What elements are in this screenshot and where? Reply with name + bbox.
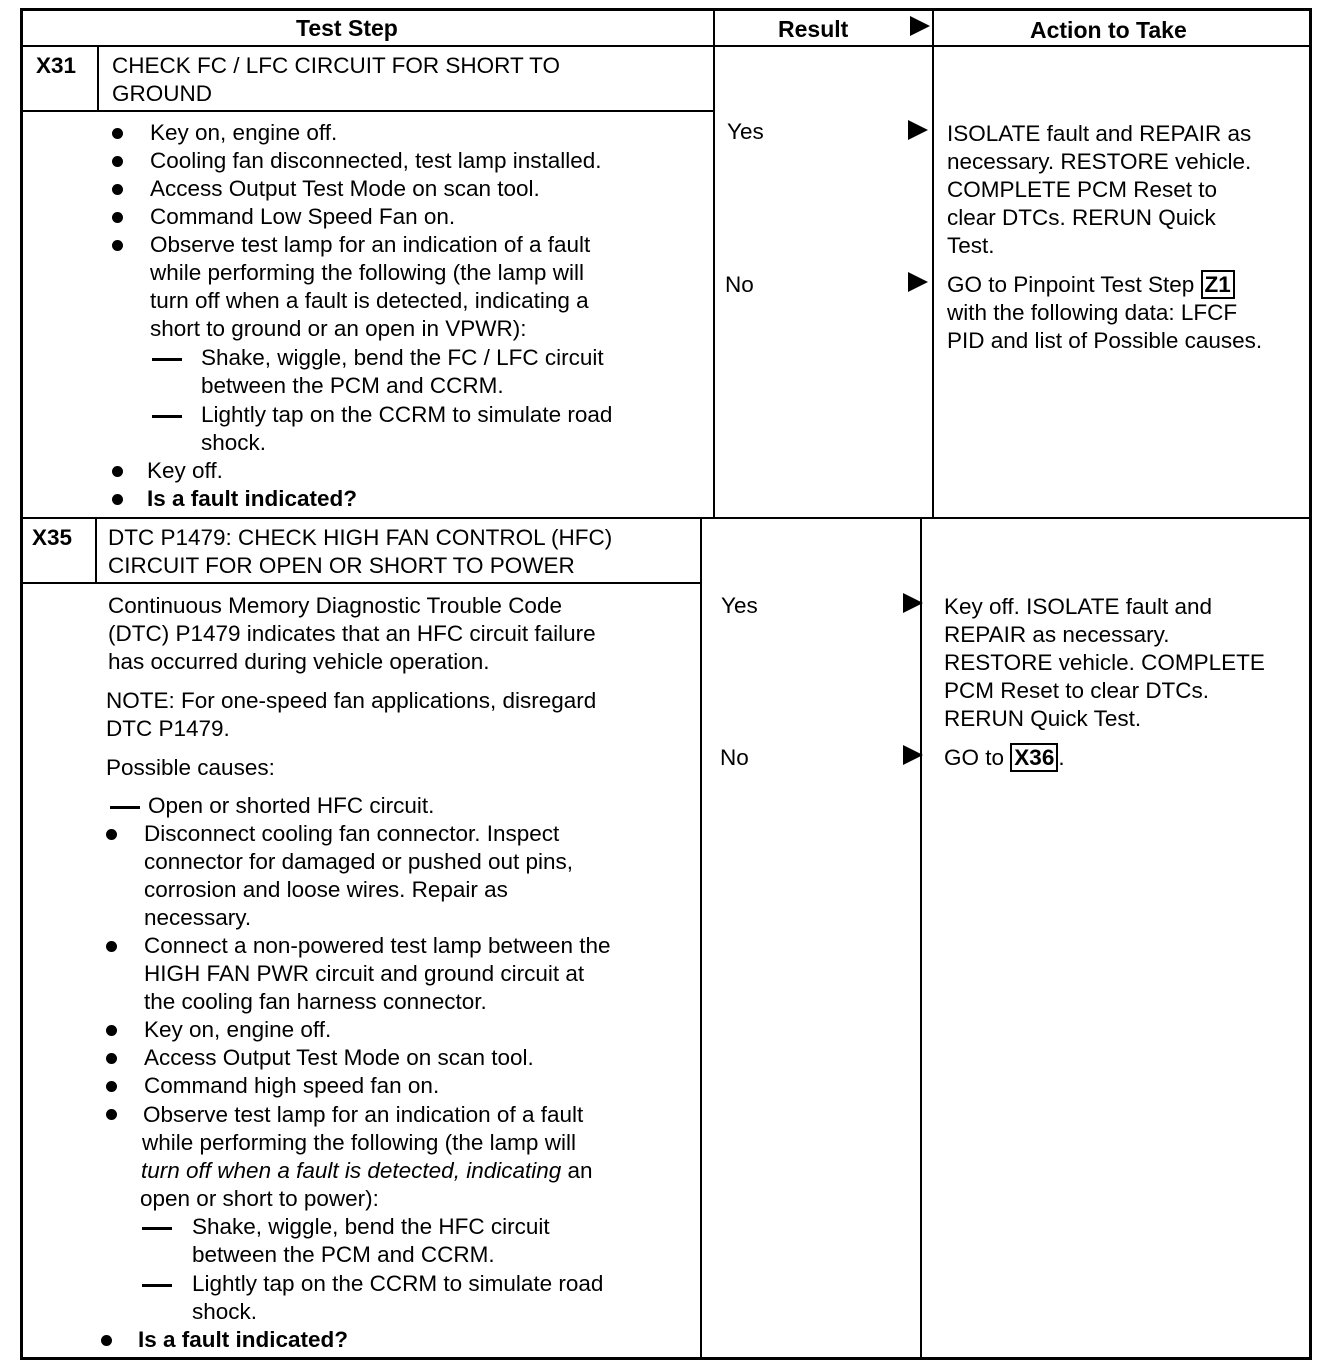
x35-step-id: X35 bbox=[32, 525, 73, 550]
x31-title-line2: GROUND bbox=[112, 81, 212, 106]
result-arrow-icon bbox=[908, 120, 928, 140]
x35-question: Is a fault indicated? bbox=[138, 1327, 349, 1352]
dash-icon bbox=[152, 358, 182, 361]
x35-result-no: No bbox=[720, 745, 749, 770]
x31-result-no: No bbox=[725, 272, 754, 297]
x31-title-line1: CHECK FC / LFC CIRCUIT FOR SHORT TO bbox=[112, 53, 560, 78]
table-border-right bbox=[1309, 8, 1312, 1360]
table-border-bottom bbox=[20, 1357, 1312, 1360]
x35-observe-rest: an bbox=[561, 1158, 593, 1183]
bullet-icon bbox=[112, 184, 123, 195]
row-divider bbox=[20, 517, 1312, 519]
x35-connect-line2: HIGH FAN PWR circuit and ground circuit at bbox=[144, 961, 585, 986]
x31-bullet-1: Key on, engine off. bbox=[150, 120, 338, 145]
x35-disconnect-line3: corrosion and loose wires. Repair as bbox=[144, 877, 508, 902]
x31-observe-line1: Observe test lamp for an indication of a fault bbox=[150, 232, 591, 257]
bullet-icon bbox=[112, 466, 123, 477]
x35-connect-line3: the cooling fan harness connector. bbox=[144, 989, 487, 1014]
bullet-icon bbox=[106, 1025, 117, 1036]
x31-no-action-line1 bbox=[947, 271, 1235, 299]
x31-observe-line2: while performing the following (the lamp will bbox=[150, 260, 584, 285]
x35-cause-1: Open or shorted HFC circuit. bbox=[148, 793, 435, 818]
x31-bullet-4: Command Low Speed Fan on. bbox=[150, 204, 456, 229]
x35-observe-line1: Observe test lamp for an indication of a fault bbox=[143, 1102, 584, 1127]
x35-sub1-line1: Shake, wiggle, bend the HFC circuit bbox=[192, 1214, 550, 1239]
x31-bullet-3: Access Output Test Mode on scan tool. bbox=[150, 176, 540, 201]
x35-intro-line2: (DTC) P1479 indicates that an HFC circuit failure bbox=[108, 621, 596, 646]
x35-yes-action-line5: RERUN Quick Test. bbox=[944, 706, 1142, 731]
x35-bullet-2: Access Output Test Mode on scan tool. bbox=[144, 1045, 534, 1070]
x31-bullet-2: Cooling fan disconnected, test lamp installed. bbox=[150, 148, 602, 173]
bullet-icon bbox=[106, 941, 117, 952]
bullet-icon bbox=[112, 212, 123, 223]
dash-icon bbox=[110, 806, 140, 809]
x35-no-action-prefix: GO to bbox=[944, 745, 1005, 770]
x35-connect-line1: Connect a non-powered test lamp between the bbox=[144, 933, 611, 958]
x31-sub1-line2: between the PCM and CCRM. bbox=[201, 373, 504, 398]
col-divider-result-upper bbox=[713, 8, 715, 519]
dash-icon bbox=[142, 1227, 172, 1230]
x35-title-line2: CIRCUIT FOR OPEN OR SHORT TO POWER bbox=[108, 553, 575, 578]
x35-yes-action-line3: RESTORE vehicle. COMPLETE bbox=[944, 650, 1265, 675]
x31-sub1-line1: Shake, wiggle, bend the FC / LFC circuit bbox=[201, 345, 604, 370]
x35-observe-line3 bbox=[141, 1157, 593, 1185]
x35-bullet-3: Command high speed fan on. bbox=[144, 1073, 440, 1098]
bullet-icon bbox=[106, 829, 117, 840]
x35-id-divider bbox=[95, 517, 97, 584]
header-divider bbox=[20, 45, 1312, 47]
x31-sub2-line2: shock. bbox=[201, 430, 267, 455]
dash-icon bbox=[142, 1284, 172, 1287]
x31-yes-action-line2: necessary. RESTORE vehicle. bbox=[947, 149, 1252, 174]
result-arrow-icon bbox=[903, 745, 923, 765]
x35-result-yes: Yes bbox=[721, 593, 758, 618]
bullet-icon bbox=[112, 156, 123, 167]
x31-ref-z1[interactable]: Z1 bbox=[1201, 270, 1235, 299]
x31-no-action-line2: with the following data: LFCF bbox=[947, 300, 1238, 325]
x31-yes-action-line1: ISOLATE fault and REPAIR as bbox=[947, 121, 1252, 146]
x35-observe-line4: open or short to power): bbox=[140, 1186, 379, 1211]
header-action: Action to Take bbox=[1030, 17, 1187, 43]
x35-no-action bbox=[944, 744, 1065, 772]
bullet-icon bbox=[112, 494, 123, 505]
x31-yes-action-line5: Test. bbox=[947, 233, 995, 258]
bullet-icon bbox=[101, 1335, 112, 1346]
x35-intro-line1: Continuous Memory Diagnostic Trouble Code bbox=[108, 593, 562, 618]
x35-observe-italic: turn off when a fault is detected, indicating bbox=[141, 1158, 562, 1183]
table-border-left bbox=[20, 8, 23, 1360]
x35-title-bottom bbox=[20, 582, 700, 584]
header-arrow-icon bbox=[910, 16, 930, 36]
bullet-icon bbox=[112, 128, 123, 139]
x35-sub2-line2: shock. bbox=[192, 1299, 258, 1324]
bullet-icon bbox=[112, 240, 123, 251]
header-result: Result bbox=[778, 16, 849, 42]
x31-title-bottom bbox=[20, 110, 713, 112]
col-divider-action-lower bbox=[920, 517, 922, 1360]
x31-observe-line3: turn off when a fault is detected, indicating a bbox=[150, 288, 589, 313]
x31-id-divider bbox=[97, 45, 99, 112]
x35-title-line1: DTC P1479: CHECK HIGH FAN CONTROL (HFC) bbox=[108, 525, 613, 550]
x35-disconnect-line2: connector for damaged or pushed out pins, bbox=[144, 849, 574, 874]
x31-observe-line4: short to ground or an open in VPWR): bbox=[150, 316, 527, 341]
result-arrow-icon bbox=[903, 593, 923, 613]
x35-disconnect-line4: necessary. bbox=[144, 905, 252, 930]
bullet-icon bbox=[106, 1109, 117, 1120]
x35-yes-action-line4: PCM Reset to clear DTCs. bbox=[944, 678, 1210, 703]
x31-key-off: Key off. bbox=[147, 458, 223, 483]
x35-note-line1: NOTE: For one-speed fan applications, disregard bbox=[106, 688, 597, 713]
x35-yes-action-line1: Key off. ISOLATE fault and bbox=[944, 594, 1213, 619]
x31-no-action-prefix: GO to Pinpoint Test Step bbox=[947, 272, 1195, 297]
table-border-top bbox=[20, 8, 1312, 11]
x35-no-action-suffix: . bbox=[1058, 745, 1065, 770]
dash-icon bbox=[152, 415, 182, 418]
x35-yes-action-line2: REPAIR as necessary. bbox=[944, 622, 1170, 647]
x31-result-yes: Yes bbox=[727, 119, 764, 144]
x35-intro-line3: has occurred during vehicle operation. bbox=[108, 649, 490, 674]
col-divider-result-lower bbox=[700, 517, 702, 1360]
x35-sub2-line1: Lightly tap on the CCRM to simulate road bbox=[192, 1271, 604, 1296]
x35-sub1-line2: between the PCM and CCRM. bbox=[192, 1242, 495, 1267]
header-test-step: Test Step bbox=[296, 15, 398, 41]
x31-no-action-line3: PID and list of Possible causes. bbox=[947, 328, 1263, 353]
x35-ref-x36[interactable]: X36 bbox=[1010, 743, 1058, 772]
bullet-icon bbox=[106, 1053, 117, 1064]
x31-yes-action-line3: COMPLETE PCM Reset to bbox=[947, 177, 1218, 202]
x31-yes-action-line4: clear DTCs. RERUN Quick bbox=[947, 205, 1216, 230]
col-divider-action-upper bbox=[932, 8, 934, 519]
x35-possible-causes: Possible causes: bbox=[106, 755, 275, 780]
x31-sub2-line1: Lightly tap on the CCRM to simulate road bbox=[201, 402, 613, 427]
result-arrow-icon bbox=[908, 272, 928, 292]
x35-observe-line2: while performing the following (the lamp will bbox=[142, 1130, 576, 1155]
x35-bullet-1: Key on, engine off. bbox=[144, 1017, 332, 1042]
x31-question: Is a fault indicated? bbox=[147, 486, 358, 511]
x35-note-line2: DTC P1479. bbox=[106, 716, 230, 741]
x31-step-id: X31 bbox=[36, 53, 77, 78]
x35-disconnect-line1: Disconnect cooling fan connector. Inspect bbox=[144, 821, 560, 846]
bullet-icon bbox=[106, 1081, 117, 1092]
